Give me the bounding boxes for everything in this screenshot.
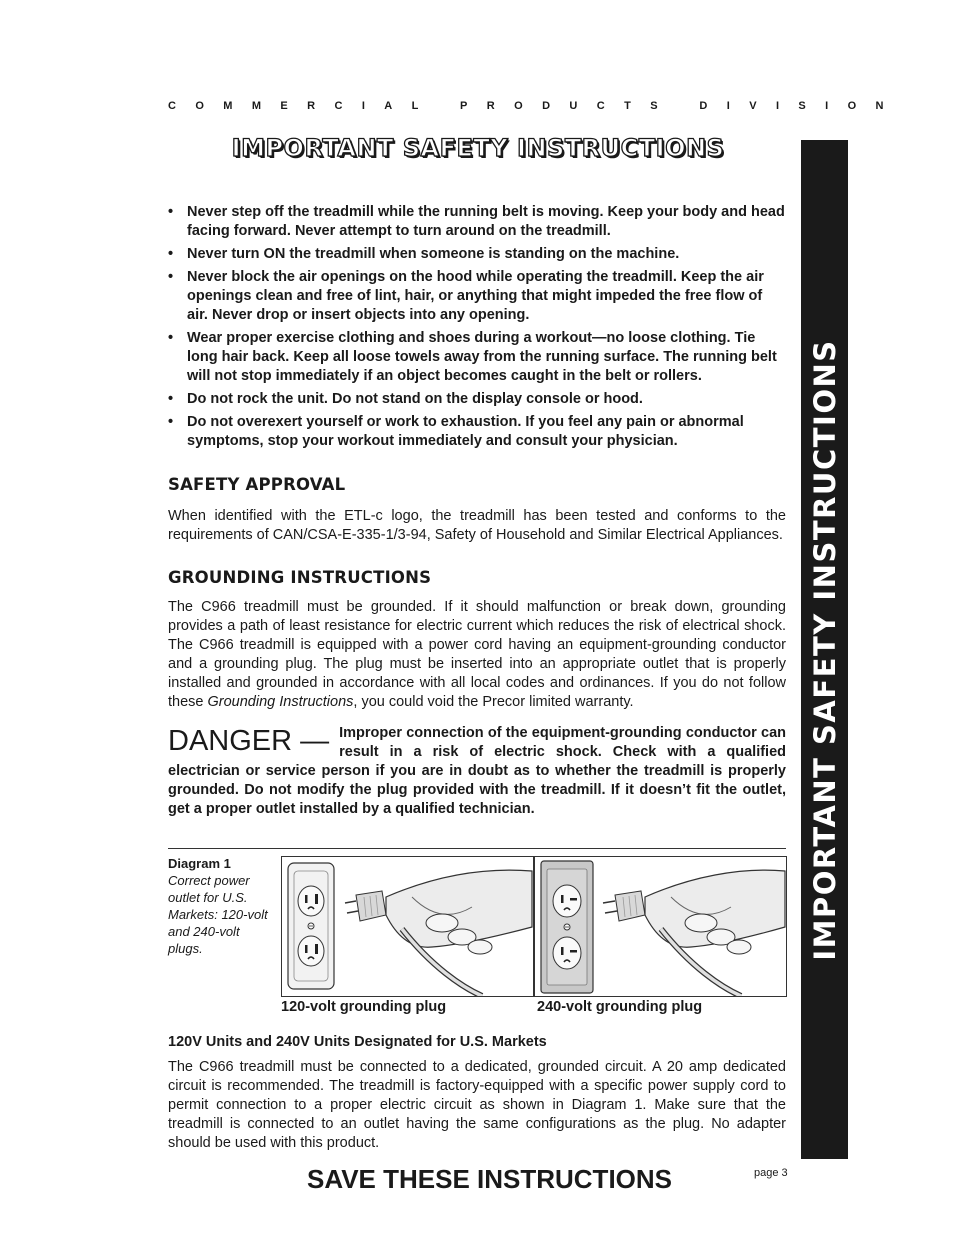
- outlet-plug-120v-illustration: [282, 857, 533, 996]
- bullet-item: • Never turn ON the treadmill when someone is standing on the machine.: [168, 245, 786, 264]
- grounding-text-start: The C966 treadmill must be grounded. If it should malfunction or break down, grounding provides a path of least resistance for electric current which reduces the risk of electrical shock. The C966 treadmill is equipped with a power cord having an equipment-grounding conductor and a grounding plug. The plug must be inserted into an appropriate outlet that is properly installed and grounded in accordance with all local codes and ordinances. If you do not follow these: [168, 599, 786, 710]
- us-markets-heading: 120V Units and 240V Units Designated for U.S. Markets: [168, 1034, 547, 1050]
- save-instructions-title: SAVE THESE INSTRUCTIONS: [307, 1164, 673, 1194]
- bullet-item: • Never step off the treadmill while the running belt is moving. Keep your body and head facing forward. Never attempt to turn around on the treadmill.: [168, 203, 786, 241]
- danger-label: DANGER —: [168, 725, 330, 757]
- safety-approval-text: When identified with the ETL-c logo, the treadmill has been tested and conforms to the requirements of CAN/CSA-E-335-1/3-94, Safety of Household and Similar Electrical Appliances.: [168, 508, 786, 543]
- grounding-heading: GROUNDING INSTRUCTIONS: [168, 568, 432, 587]
- figure-240v: [534, 856, 787, 997]
- page-title: IMPORTANT SAFETY INSTRUCTIONS: [231, 134, 725, 162]
- bullet-item: • Do not rock the unit. Do not stand on the display console or hood.: [168, 390, 786, 409]
- grounding-text: [168, 598, 786, 712]
- outlet-plug-240v-illustration: [535, 857, 786, 996]
- danger-warning: [168, 724, 786, 819]
- diagram-title: Diagram 1: [168, 856, 231, 871]
- page-number: page 3: [754, 1167, 788, 1179]
- safety-bullet-list: [168, 203, 786, 455]
- diagram-caption: [168, 855, 272, 957]
- diagram-description: Correct power outlet for U.S. Markets: 120-volt and 240-volt plugs.: [168, 873, 268, 956]
- bullet-item: • Wear proper exercise clothing and shoes during a workout—no loose clothing. Tie long hair back. Keep all loose towels away from the running surface. The running belt will not stop immediately if an object becomes caught in the belt or rollers.: [168, 329, 786, 386]
- bullet-item: • Never block the air openings on the hood while operating the treadmill. Keep the air openings clean and free of lint, hair, or anything that might impeded the free flow of air. Never drop or insert objects into any opening.: [168, 268, 786, 325]
- side-tab-text: IMPORTANT SAFETY INSTRUCTIONS: [807, 338, 842, 961]
- figure-120v-label: 120-volt grounding plug: [281, 999, 447, 1015]
- danger-text: Improper connection of the equipment-grounding conductor can result in a risk of electric shock. Check with a qualified electrician or service person if you are in doubt as to whether the treadmill is properly grounded. Do not modify the plug provided with the treadmill. If it doesn’t fit the outlet, get a proper outlet installed by a qualified technician.: [168, 725, 786, 817]
- grounding-text-end: , you could void the Precor limited warranty.: [353, 694, 634, 710]
- division-header: COMMERCIAL PRODUCTS DIVISION: [168, 100, 903, 112]
- divider: [168, 848, 786, 849]
- figure-240v-label: 240-volt grounding plug: [537, 999, 703, 1015]
- us-markets-text: The C966 treadmill must be connected to a dedicated, grounded circuit. A 20 amp dedicated circuit is recommended. The treadmill is factory-equipped with a specific power supply cord to permit connection to a proper electric circuit as shown in Diagram 1. Make sure that the treadmill is connected to an outlet having the same configurations as the plug. No adapter should be used with this product.: [168, 1059, 786, 1151]
- figure-120v: [281, 856, 534, 997]
- grounding-text-italic: Grounding Instructions: [207, 694, 354, 710]
- safety-approval-heading: SAFETY APPROVAL: [168, 475, 346, 494]
- side-tab: [801, 140, 848, 1159]
- bullet-item: • Do not overexert yourself or work to exhaustion. If you feel any pain or abnormal symptoms, stop your workout immediately and consult your physician.: [168, 413, 786, 451]
